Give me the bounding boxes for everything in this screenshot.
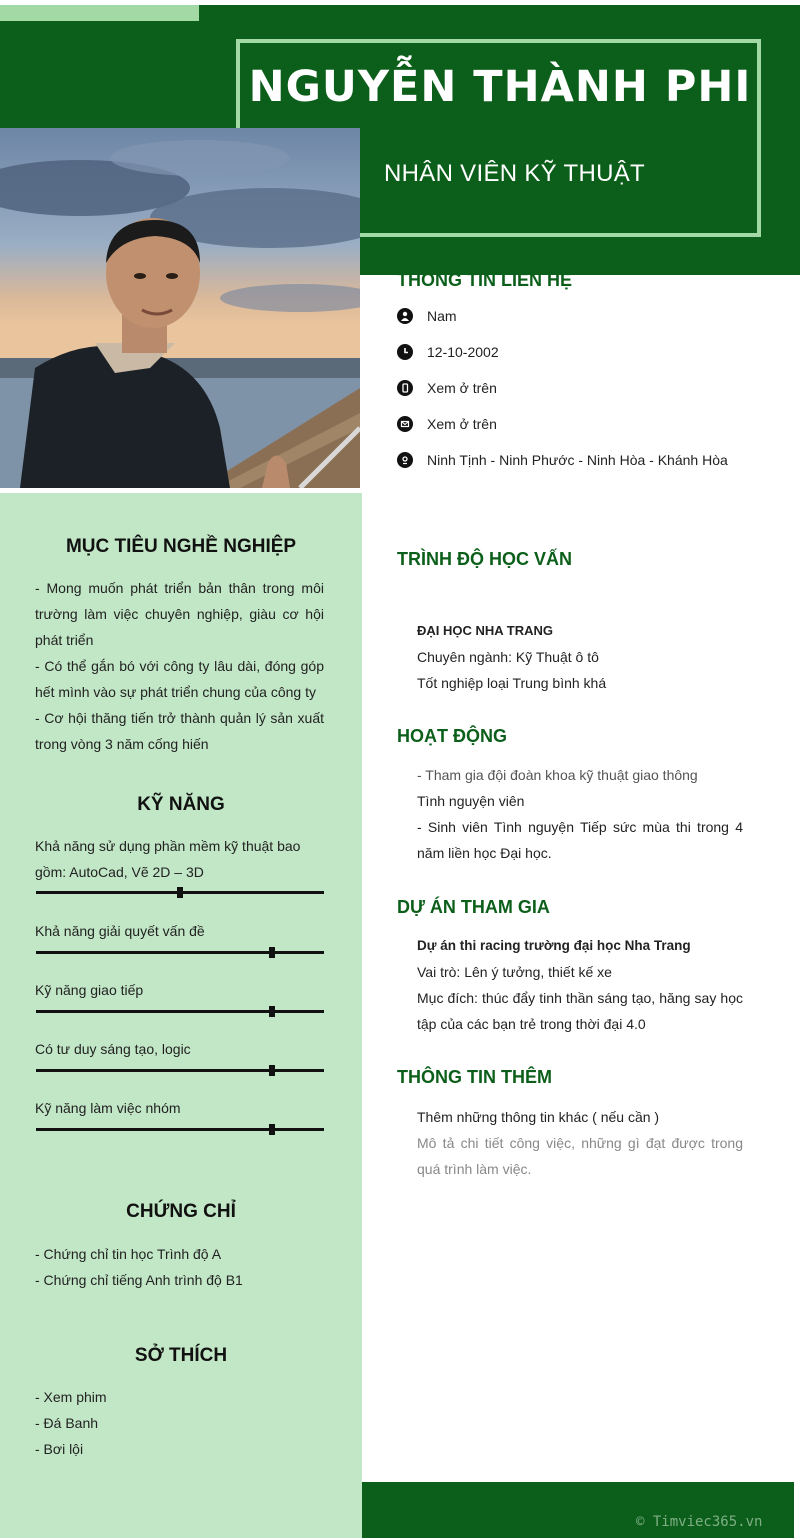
certificates-section-title: CHỨNG CHỈ	[126, 1201, 236, 1222]
skill-label: Kỹ năng giao tiếp	[35, 982, 144, 998]
activities-content	[417, 762, 743, 866]
contact-address-text: Ninh Tịnh - Ninh Phước - Ninh Hòa - Khánh Hòa	[427, 452, 728, 468]
contact-address	[397, 449, 728, 471]
hobby-item: - Bơi lội	[35, 1441, 84, 1457]
hobby-item: - Đá Banh	[35, 1415, 99, 1431]
top-accent-strip	[0, 5, 199, 21]
candidate-name: NGUYỄN THÀNH PHI	[248, 62, 752, 112]
contact-birthday-text: 12-10-2002	[427, 344, 499, 360]
objective-line: - Có thể gắn bó với công ty lâu dài, đóng góp hết mình vào sự phát triển chung của công ty	[35, 658, 324, 700]
certificates-list	[35, 1241, 324, 1293]
skill-bar	[36, 951, 324, 954]
person-icon	[397, 308, 413, 324]
contact-section-title: THÔNG TIN LIÊN HỆ	[397, 270, 572, 290]
extra-line: Thêm những thông tin khác ( nếu cần )	[417, 1109, 660, 1125]
hobby-item: - Xem phim	[35, 1389, 107, 1405]
objective-line: - Cơ hội thăng tiến trở thành quản lý sản xuất trong vòng 3 năm cống hiến	[35, 710, 324, 752]
contact-gender-text: Nam	[427, 308, 457, 324]
extra-section-title: THÔNG TIN THÊM	[397, 1067, 552, 1087]
skill-bar-knob	[269, 1006, 275, 1017]
phone-icon	[397, 380, 413, 396]
project-name: Dự án thi racing trường đại học Nha Trang	[417, 938, 691, 953]
activity-line: - Tham gia đội đoàn khoa kỹ thuật giao thông	[417, 767, 698, 783]
certificate-item: - Chứng chỉ tiếng Anh trình độ B1	[35, 1272, 243, 1288]
objective-line: - Mong muốn phát triển bản thân trong môi trường làm việc chuyên nghiệp, giàu cơ hội phát triển	[35, 580, 324, 648]
activities-section-title: HOẠT ĐỘNG	[397, 726, 507, 746]
activity-line: - Sinh viên Tình nguyện Tiếp sức mùa thi trong 4 năm liền học Đại học.	[417, 819, 743, 861]
skill-bar-knob	[269, 947, 275, 958]
contact-phone-text: Xem ở trên	[427, 380, 497, 396]
location-icon	[397, 452, 413, 468]
skills-section-title: KỸ NĂNG	[137, 794, 225, 815]
project-role: Vai trò: Lên ý tưởng, thiết kế xe	[417, 964, 612, 980]
projects-section-title: DỰ ÁN THAM GIA	[397, 897, 550, 917]
education-section-title: TRÌNH ĐỘ HỌC VẤN	[397, 549, 572, 569]
extra-content	[417, 1104, 743, 1182]
education-major: Chuyên ngành: Kỹ Thuật ô tô	[417, 649, 599, 665]
hobbies-section-title: SỞ THÍCH	[134, 1345, 228, 1366]
contact-phone	[397, 377, 497, 399]
skill-bar-knob	[177, 887, 183, 898]
job-title: NHÂN VIÊN KỸ THUẬT	[384, 160, 645, 187]
contact-birthday	[397, 341, 499, 363]
profile-photo	[0, 128, 360, 488]
education-content	[417, 618, 743, 696]
education-grade: Tốt nghiệp loại Trung bình khá	[417, 675, 607, 691]
skill-bar	[36, 1010, 324, 1013]
hobbies-list	[35, 1384, 324, 1462]
extra-description: Mô tả chi tiết công việc, những gì đạt được trong quá trình làm việc.	[417, 1135, 743, 1177]
skill-bar-knob	[269, 1065, 275, 1076]
skill-bar	[36, 891, 324, 894]
project-purpose: Mục đích: thúc đẩy tinh thần sáng tạo, hăng say học tập của các bạn trẻ trong thời đại 4.0	[417, 990, 743, 1032]
activity-line: Tình nguyện viên	[417, 793, 525, 809]
contact-gender	[397, 305, 457, 327]
projects-content	[417, 933, 743, 1037]
skill-bar	[36, 1069, 324, 1072]
skill-bar-knob	[269, 1124, 275, 1135]
skill-label: Kỹ năng làm việc nhóm	[35, 1100, 181, 1116]
education-school: ĐẠI HỌC NHA TRANG	[417, 623, 554, 638]
watermark: © Timviec365.vn	[636, 1514, 763, 1530]
contact-email	[397, 413, 497, 435]
contact-email-text: Xem ở trên	[427, 416, 497, 432]
objective-section-title: MỤC TIÊU NGHỀ NGHIỆP	[65, 536, 297, 557]
clock-icon	[397, 344, 413, 360]
skill-bar	[36, 1128, 324, 1131]
objective-content	[35, 575, 324, 757]
skill-label: Khả năng sử dụng phần mềm kỹ thuật bao gồm: AutoCad, Vẽ 2D – 3D	[35, 838, 301, 880]
skill-label: Khả năng giải quyết vấn đề	[35, 923, 205, 939]
skill-label: Có tư duy sáng tạo, logic	[35, 1041, 191, 1057]
certificate-item: - Chứng chỉ tin học Trình độ A	[35, 1246, 222, 1262]
mail-icon	[397, 416, 413, 432]
